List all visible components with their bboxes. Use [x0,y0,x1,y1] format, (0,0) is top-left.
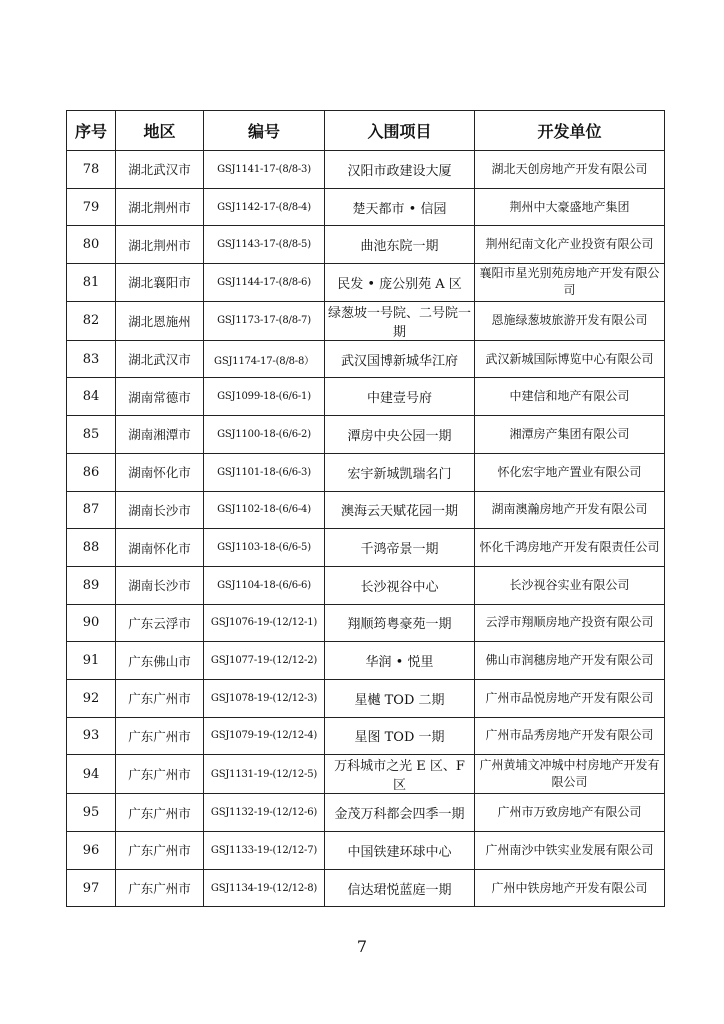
cell-serial-number: 82 [67,301,116,340]
cell-project: 金茂万科都会四季一期 [325,794,475,832]
cell-project: 星图 TOD 一期 [325,717,475,755]
cell-project: 曲池东院一期 [325,226,475,264]
cell-code: GSJ1144-17-(8/8-6) [204,264,325,302]
project-table-container [66,110,664,907]
cell-code: GSJ1141-17-(8/8-3) [204,151,325,189]
table-row [67,151,665,189]
table-row [67,491,665,529]
header-project: 入围项目 [325,111,475,151]
cell-serial-number: 92 [67,679,116,717]
table-row [67,642,665,680]
table-row [67,453,665,491]
table-row [67,264,665,302]
cell-region: 广东广州市 [116,794,204,832]
cell-code: GSJ1142-17-(8/8-4) [204,188,325,226]
cell-serial-number: 94 [67,755,116,794]
cell-region: 湖南长沙市 [116,566,204,604]
table-row [67,604,665,642]
cell-code: GSJ1132-19-(12/12-6) [204,794,325,832]
cell-region: 广东云浮市 [116,604,204,642]
cell-developer: 湖北天创房地产开发有限公司 [475,151,665,189]
cell-serial-number: 96 [67,832,116,870]
cell-region: 湖南怀化市 [116,453,204,491]
cell-project: 武汉国博新城华江府 [325,340,475,378]
cell-region: 广东广州市 [116,832,204,870]
cell-code: GSJ1133-19-(12/12-7) [204,832,325,870]
cell-region: 湖北恩施州 [116,301,204,340]
cell-region: 湖北襄阳市 [116,264,204,302]
cell-serial-number: 95 [67,794,116,832]
table-row [67,832,665,870]
cell-code: GSJ1143-17-(8/8-5) [204,226,325,264]
cell-region: 湖南常德市 [116,378,204,416]
table-row [67,529,665,567]
cell-serial-number: 93 [67,717,116,755]
cell-code: GSJ1078-19-(12/12-3) [204,679,325,717]
cell-serial-number: 80 [67,226,116,264]
cell-serial-number: 83 [67,340,116,378]
cell-developer: 广州南沙中铁实业发展有限公司 [475,832,665,870]
cell-serial-number: 81 [67,264,116,302]
cell-region: 湖南怀化市 [116,529,204,567]
cell-serial-number: 97 [67,869,116,907]
cell-region: 广东广州市 [116,679,204,717]
cell-region: 湖北武汉市 [116,340,204,378]
table-row [67,717,665,755]
cell-project: 千鸿帝景一期 [325,529,475,567]
cell-code: GSJ1076-19-(12/12-1) [204,604,325,642]
table-row [67,794,665,832]
cell-code: GSJ1103-18-(6/6-5) [204,529,325,567]
cell-serial-number: 88 [67,529,116,567]
cell-code: GSJ1104-18-(6/6-6) [204,566,325,604]
cell-region: 广东佛山市 [116,642,204,680]
cell-project: 汉阳市政建设大厦 [325,151,475,189]
header-code: 编号 [204,111,325,151]
cell-project: 中国铁建环球中心 [325,832,475,870]
cell-region: 湖北荆州市 [116,188,204,226]
table-row [67,188,665,226]
cell-project: 信达珺悦蓝庭一期 [325,869,475,907]
cell-serial-number: 91 [67,642,116,680]
cell-developer: 荆州中大豪盛地产集团 [475,188,665,226]
table-body [67,151,665,907]
table-row [67,301,665,340]
cell-developer: 恩施绿葱坡旅游开发有限公司 [475,301,665,340]
cell-serial-number: 90 [67,604,116,642]
cell-developer: 荆州纪南文化产业投资有限公司 [475,226,665,264]
cell-code: GSJ1102-18-(6/6-4) [204,491,325,529]
cell-project: 澳海云天赋花园一期 [325,491,475,529]
cell-code: GSJ1099-18-(6/6-1) [204,378,325,416]
page-number: 7 [356,937,368,956]
cell-developer: 怀化宏宇地产置业有限公司 [475,453,665,491]
table-header-row [67,111,665,151]
header-developer: 开发单位 [475,111,665,151]
cell-serial-number: 78 [67,151,116,189]
table-row [67,378,665,416]
cell-code: GSJ1079-19-(12/12-4) [204,717,325,755]
cell-developer: 中建信和地产有限公司 [475,378,665,416]
cell-developer: 云浮市翔顺房地产投资有限公司 [475,604,665,642]
cell-serial-number: 89 [67,566,116,604]
cell-project: 长沙视谷中心 [325,566,475,604]
cell-region: 广东广州市 [116,755,204,794]
cell-project: 星樾 TOD 二期 [325,679,475,717]
cell-project: 楚天都市 • 信园 [325,188,475,226]
cell-project: 民发 • 庞公别苑 A 区 [325,264,475,302]
header-serial-number: 序号 [67,111,116,151]
cell-serial-number: 79 [67,188,116,226]
cell-serial-number: 86 [67,453,116,491]
cell-developer: 广州市万致房地产有限公司 [475,794,665,832]
table-row [67,869,665,907]
cell-code: GSJ1131-19-(12/12-5) [204,755,325,794]
cell-project: 中建壹号府 [325,378,475,416]
cell-region: 广东广州市 [116,869,204,907]
cell-region: 湖北武汉市 [116,151,204,189]
cell-developer: 广州中铁房地产开发有限公司 [475,869,665,907]
cell-developer: 襄阳市星光别苑房地产开发有限公司 [475,264,665,302]
cell-region: 湖南长沙市 [116,491,204,529]
cell-developer: 怀化千鸿房地产开发有限责任公司 [475,529,665,567]
table-row [67,679,665,717]
cell-project: 绿葱坡一号院、二号院一期 [325,301,475,340]
header-region: 地区 [116,111,204,151]
cell-serial-number: 84 [67,378,116,416]
cell-code: GSJ1134-19-(12/12-8) [204,869,325,907]
cell-code: GSJ1100-18-(6/6-2) [204,416,325,454]
project-table [66,110,665,907]
cell-serial-number: 87 [67,491,116,529]
cell-code: GSJ1077-19-(12/12-2) [204,642,325,680]
table-row [67,416,665,454]
table-row [67,755,665,794]
cell-project: 翔顺筠粤豪苑一期 [325,604,475,642]
cell-project: 华润 • 悦里 [325,642,475,680]
cell-region: 广东广州市 [116,717,204,755]
table-row [67,566,665,604]
cell-region: 湖北荆州市 [116,226,204,264]
cell-developer: 武汉新城国际博览中心有限公司 [475,340,665,378]
cell-project: 万科城市之光 E 区、F 区 [325,755,475,794]
cell-developer: 广州市品秀房地产开发有限公司 [475,717,665,755]
cell-code: GSJ1101-18-(6/6-3) [204,453,325,491]
cell-developer: 佛山市润穗房地产开发有限公司 [475,642,665,680]
cell-developer: 广州黄埔文冲城中村房地产开发有限公司 [475,755,665,794]
cell-developer: 广州市品悦房地产开发有限公司 [475,679,665,717]
cell-project: 宏宇新城凯瑞名门 [325,453,475,491]
table-row [67,340,665,378]
cell-developer: 湖南澳瀚房地产开发有限公司 [475,491,665,529]
cell-serial-number: 85 [67,416,116,454]
cell-developer: 长沙视谷实业有限公司 [475,566,665,604]
cell-project: 潭房中央公园一期 [325,416,475,454]
table-row [67,226,665,264]
cell-developer: 湘潭房产集团有限公司 [475,416,665,454]
cell-code: GSJ1174-17-(8/8-8） [204,340,325,378]
cell-region: 湖南湘潭市 [116,416,204,454]
cell-code: GSJ1173-17-(8/8-7) [204,301,325,340]
